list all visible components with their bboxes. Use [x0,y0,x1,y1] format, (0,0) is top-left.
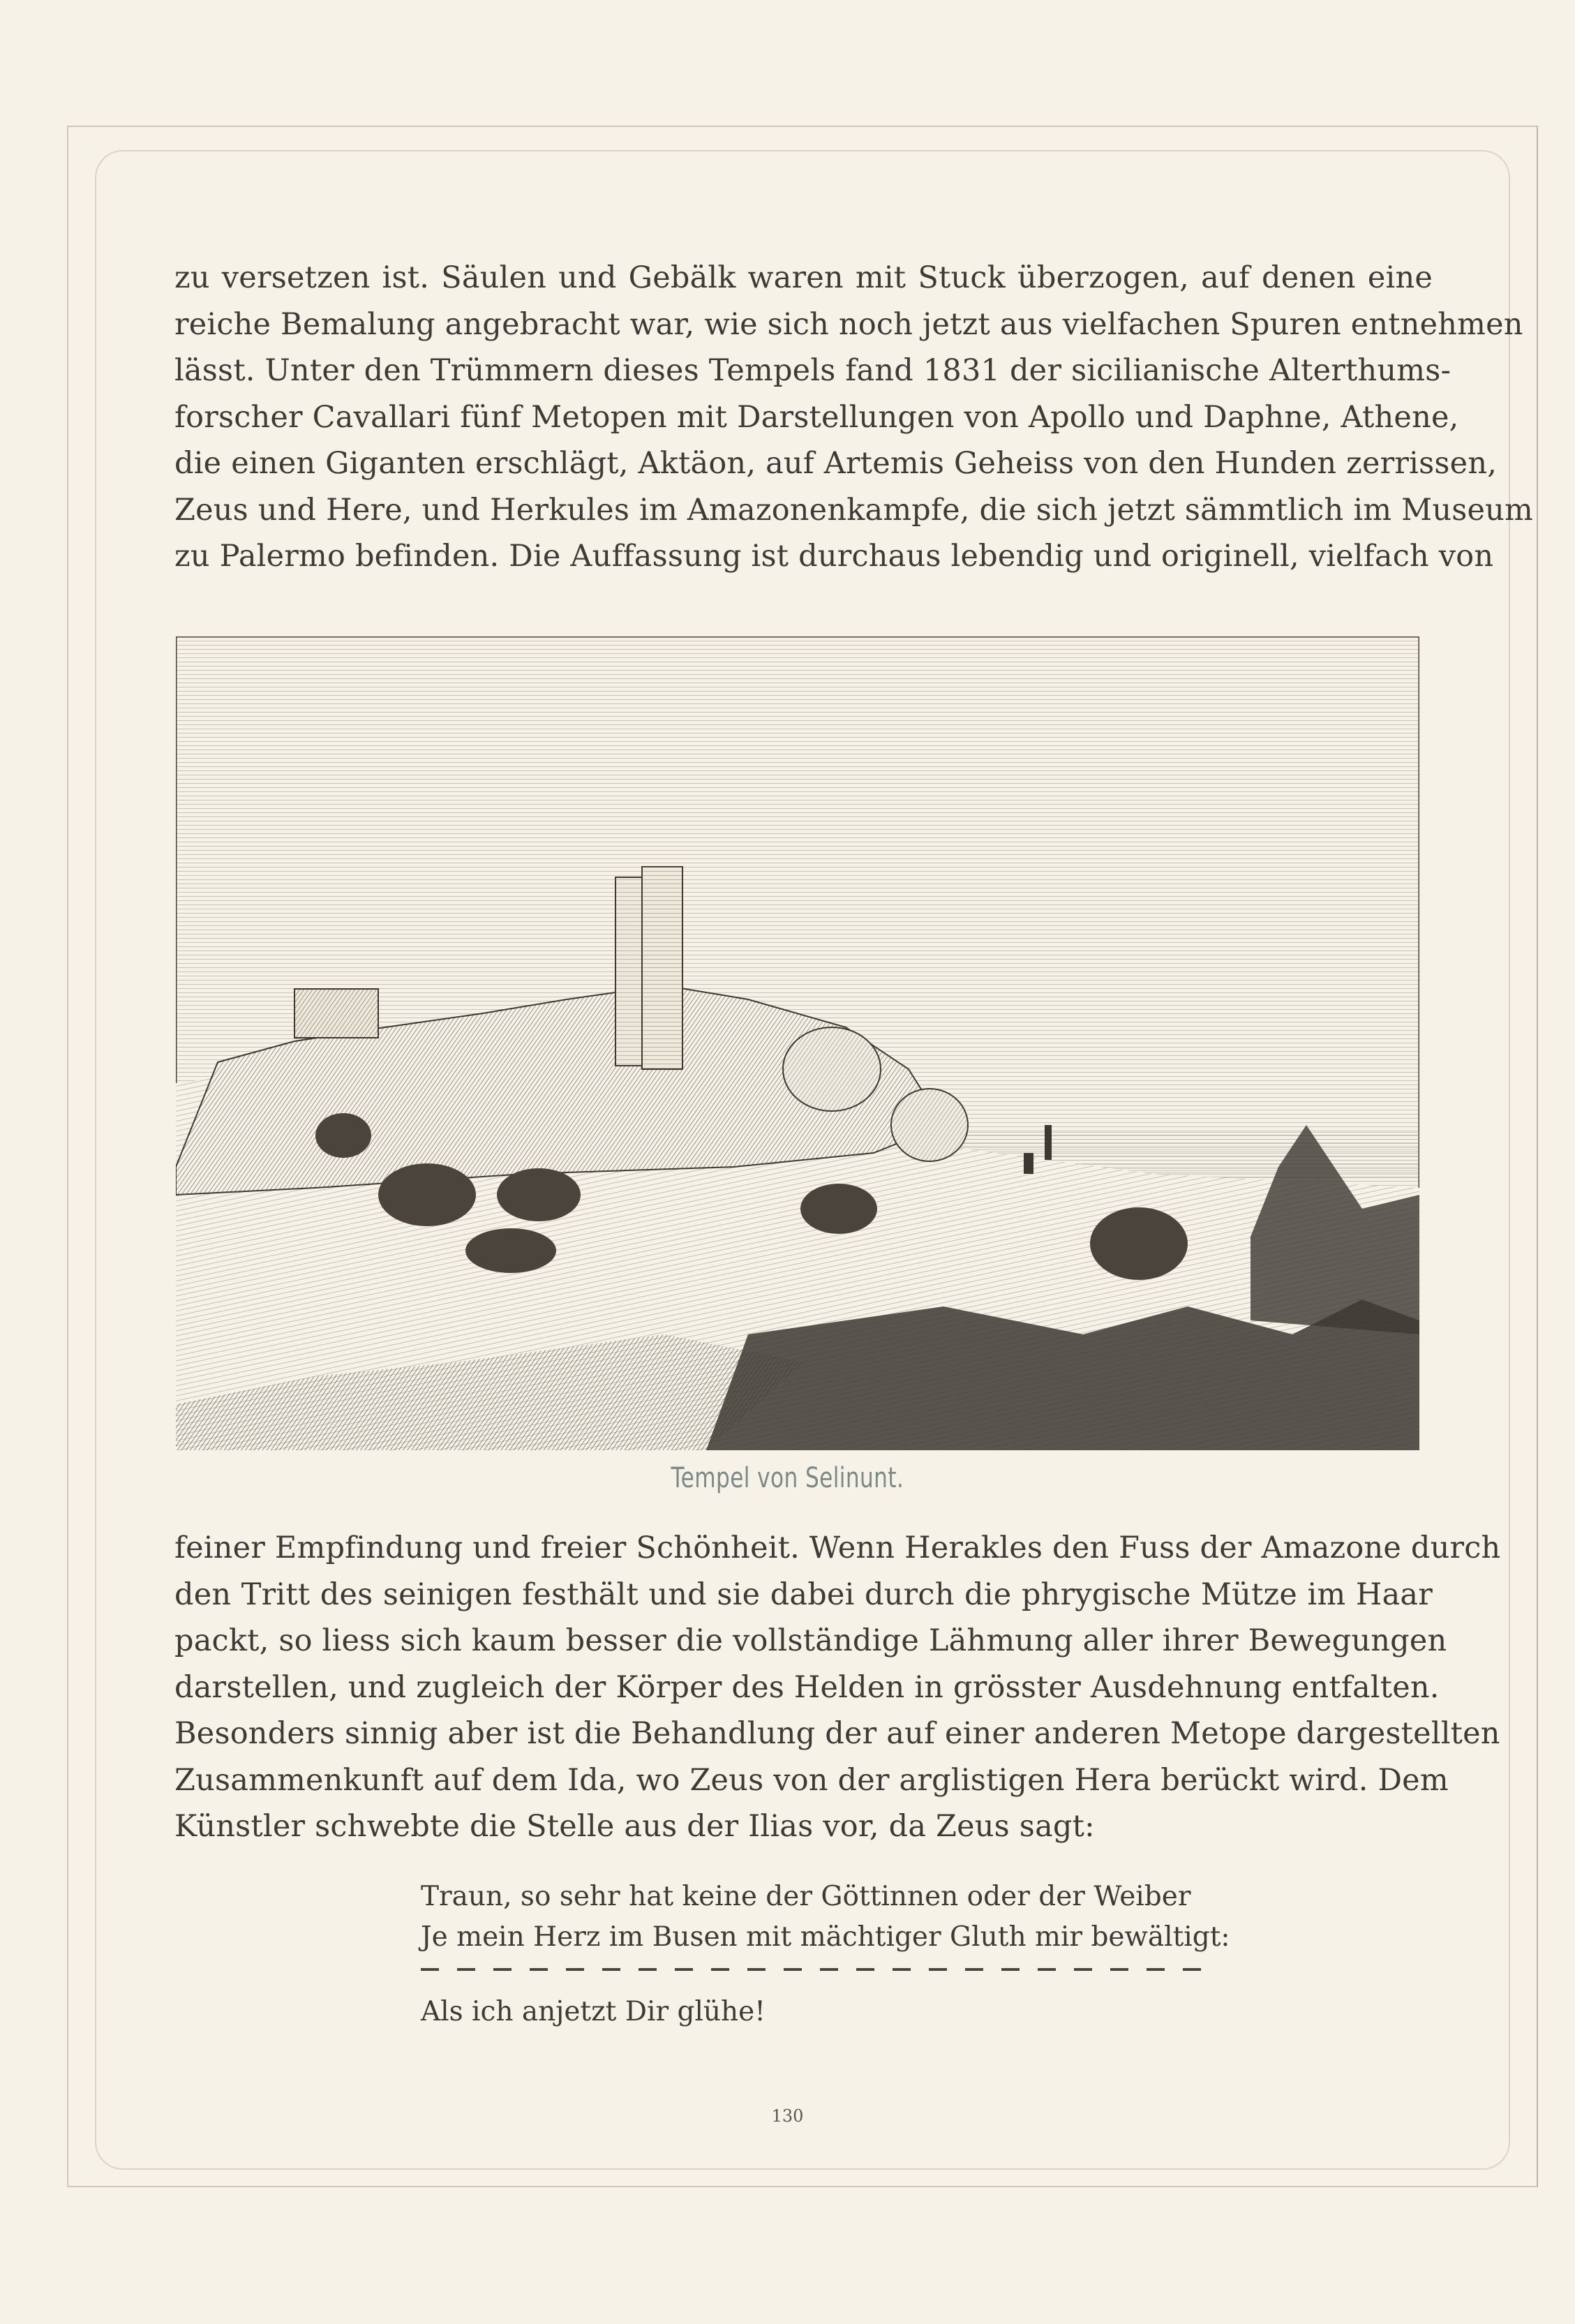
verse-line: Traun, so sehr hat keine der Göttinnen oder der Weiber [421,1881,1191,1912]
text-line: forscher Cavallari fünf Metopen mit Darstellungen von Apollo und Daphne, Athene, [174,399,1459,435]
text-line: den Tritt des seinigen festhält und sie dabei durch die phrygische Mütze im Haar [174,1577,1433,1612]
text-line: die einen Giganten erschlägt, Aktäon, auf Artemis Geheiss von den Hunden zerrissen, [174,446,1498,481]
text-line: Zeus und Here, und Herkules im Amazonenkampfe, die sich jetzt sämmtlich im Museum [174,492,1534,528]
verse-ellipsis-dashes [421,1968,1213,1971]
text-line: zu Palermo befinden. Die Auffassung ist durchaus lebendig und originell, vielfach von [174,539,1494,574]
figure-caption: Tempel von Selinunt. [671,1462,904,1494]
text-line: feiner Empfindung und freier Schönheit. Wenn Herakles den Fuss der Amazone durch [174,1530,1501,1565]
text-line: Zusammenkunft auf dem Ida, wo Zeus von der arglistigen Hera berückt wird. Dem [174,1762,1449,1798]
verse-line: Je mein Herz im Busen mit mächtiger Gluth mir bewältigt: [421,1921,1230,1953]
page-number: 130 [771,2106,804,2126]
text-line: packt, so liess sich kaum besser die vollständige Lähmung aller ihrer Bewegungen [174,1623,1447,1658]
paragraph-bottom [174,1525,1501,1850]
verse-line: Als ich anjetzt Dir glühe! [421,1996,766,2027]
paragraph-top [174,255,1534,580]
text-line: darstellen, und zugleich der Körper des Helden in grösster Ausdehnung entfalten. [174,1669,1440,1705]
text-line: zu versetzen ist. Säulen und Gebälk waren mit Stuck überzogen, auf denen eine [174,260,1433,295]
text-line: lässt. Unter den Trümmern dieses Tempels fand 1831 der sicilianische Alterthums- [174,353,1451,388]
engraving-temple-of-selinunt [176,636,1419,1450]
text-line: Künstler schwebte die Stelle aus der Ilias vor, da Zeus sagt: [174,1809,1095,1844]
text-line: Besonders sinnig aber ist die Behandlung der auf einer anderen Metope dargestellten [174,1716,1500,1751]
text-line: reiche Bemalung angebracht war, wie sich noch jetzt aus vielfachen Spuren entnehmen [174,306,1523,342]
